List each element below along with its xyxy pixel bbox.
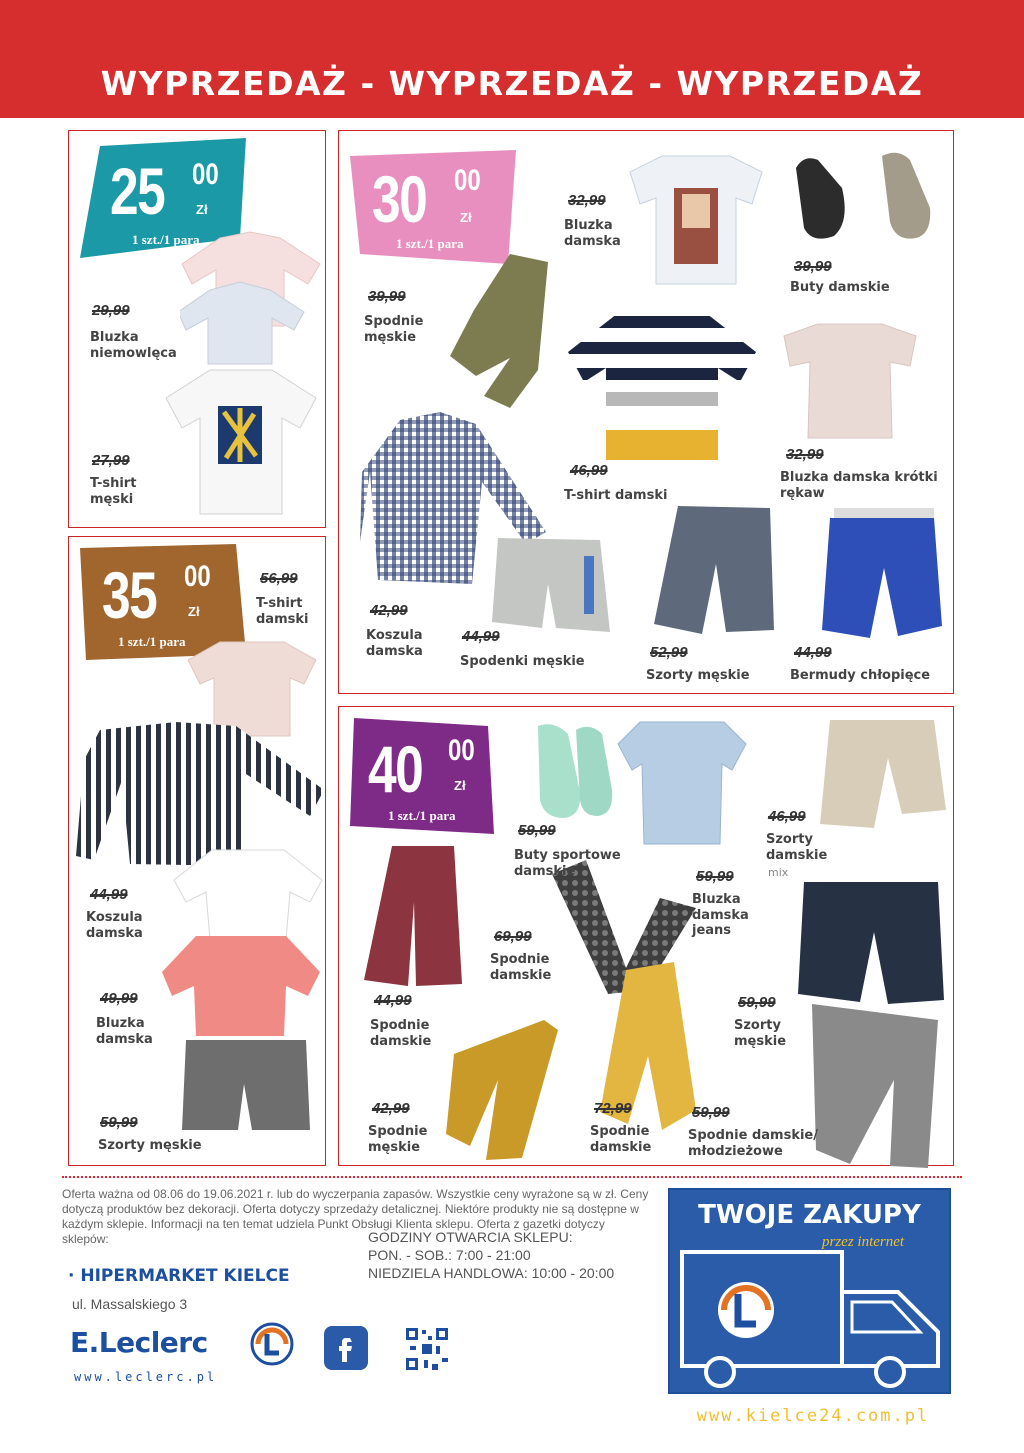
womens-shoes-image [786,148,946,244]
price-sup: 00 [192,158,219,191]
offer-terms: Oferta ważna od 08.06 do 19.06.2021 r. lub do wyczerpania zapasów. Wszystkie ceny wyrażone są w zł. Ceny dotyczą produktów bez dekoracji. Oferta dotyczy sprzedaży detalicznej. Niektóre produkty nie są dostępne w każdym sklepie. Informacji na ten temat udziela Punkt Obsługi Klienta sklepu. Oferta z gazetki dotyczy sklepów: [62,1187,649,1246]
old-price: 32,99 [568,192,606,209]
mens-shorts-navy-image [652,504,776,640]
product-name: Bluzka damska [96,1016,153,1047]
opening-hours [368,1228,614,1282]
product-name: Szorty męskie [98,1138,202,1153]
old-price: 56,99 [260,570,298,587]
price-main: 35 [102,558,157,632]
facebook-icon[interactable] [324,1326,368,1370]
price-unit: Zł [454,778,466,793]
old-price: 39,99 [794,258,832,275]
old-price: 59,99 [696,868,734,885]
old-price: 27,99 [92,452,130,469]
promo-title: TWOJE ZAKUPY [698,1200,921,1230]
product-name: Bluzka damska [564,218,621,249]
product-name: Szorty męskie [734,1018,787,1049]
footer-divider [62,1176,962,1178]
product-name: Spodnie damskie [590,1124,652,1155]
product-name: Szorty damskie [766,832,828,863]
mens-shorts-dark-image [796,880,946,1006]
old-price: 44,99 [374,992,412,1009]
product-name: Buty damskie [790,280,890,295]
womens-shorts-beige-image [818,718,948,830]
price-per: 1 szt./1 para [118,634,186,649]
price-unit: Zł [196,202,208,217]
product-name: Bluzka damska jeans [692,892,749,938]
brand-name: E.Leclerc [70,1326,208,1359]
old-price: 46,99 [570,462,608,479]
product-name: Spodenki męskie [460,654,585,669]
product-name: T-shirt damski [564,488,668,503]
product-name: T-shirt damski [256,596,309,627]
promo-url[interactable]: www.kielce24.com.pl [696,1406,930,1426]
price-badge-40 [350,718,494,834]
old-price: 59,99 [100,1114,138,1131]
old-price: 44,99 [90,886,128,903]
mens-trousers-olive-image [440,250,552,410]
product-name: Spodnie męskie [364,314,424,345]
womens-blouse-short-sleeve-image [782,322,918,440]
grey-mens-shorts-image [180,1038,312,1132]
product-name: Bluzka niemowlęca [90,330,177,361]
price-per: 1 szt./1 para [396,236,464,251]
old-price: 39,99 [368,288,406,305]
price-per: 1 szt./1 para [388,808,456,823]
grey-jeans-image [800,1000,944,1170]
product-name: Spodnie damskie/ młodzieżowe [688,1128,818,1159]
promo-subtitle: przez internet [822,1234,905,1250]
old-price: 29,99 [92,302,130,319]
qr-code-icon[interactable] [404,1326,450,1372]
coral-blouse-image [160,932,322,1040]
price-badge-30 [350,150,516,264]
headline: WYPRZEDAŻ - WYPRZEDAŻ - WYPRZEDAŻ [100,64,924,103]
price-unit: Zł [460,210,472,225]
mens-tshirt-image [164,368,318,516]
hours-title: GODZINY OTWARCIA SKLEPU: [368,1229,573,1245]
product-name: Spodnie męskie [368,1124,428,1155]
old-price: 44,99 [462,628,500,645]
old-price: 46,99 [768,808,806,825]
product-name: Koszula damska [86,910,143,941]
store-name: · HIPERMARKET KIELCE [68,1266,290,1286]
striped-womens-shirt-image [76,720,326,868]
price-unit: Zł [188,604,200,619]
product-name: Spodnie damskie [490,952,552,983]
old-price: 59,99 [518,822,556,839]
price-sup: 00 [454,164,481,197]
product-name: Buty sportowe damskie [514,848,621,879]
price-sup: 00 [184,560,211,593]
old-price: 59,99 [738,994,776,1011]
old-price: 52,99 [650,644,688,661]
hours-week: PON. - SOB.: 7:00 - 21:00 [368,1247,531,1263]
hours-sunday: NIEDZIELA HANDLOWA: 10:00 - 20:00 [368,1265,615,1281]
old-price: 72,99 [594,1100,632,1117]
product-note: mix [768,866,789,879]
old-price: 59,99 [692,1104,730,1121]
old-price: 42,99 [370,602,408,619]
brand-url[interactable]: www.leclerc.pl [74,1370,218,1384]
price-main: 30 [372,162,427,236]
product-name: Szorty męskie [646,668,750,683]
price-main: 40 [368,732,423,806]
product-name: Bermudy chłopięce [790,668,931,683]
old-price: 44,99 [794,644,832,661]
product-name: T-shirt męski [90,476,137,507]
jeans-blouse-image [616,716,748,846]
delivery-truck-icon [676,1248,946,1390]
old-price: 42,99 [372,1100,410,1117]
price-per: 1 szt./1 para [132,232,200,247]
sport-shoes-image [524,720,616,822]
product-name: Bluzka damska krótki rękaw [780,470,938,501]
product-name: Spodnie damskie [370,1018,432,1049]
mens-sweat-shorts-image [490,536,612,634]
old-price: 49,99 [100,990,138,1007]
baby-blouse-image [180,228,326,366]
old-price: 69,99 [494,928,532,945]
boys-bermuda-image [800,506,944,642]
product-name: Koszula damska [366,628,423,659]
store-address: ul. Massalskiego 3 [72,1296,188,1312]
womens-blouse-print-image [628,148,764,288]
price-sup: 00 [448,734,475,767]
white-shirt-image [172,848,324,942]
striped-tshirt-image [566,302,758,464]
old-price: 32,99 [786,446,824,463]
price-main: 25 [110,154,165,228]
leclerc-logo-icon [250,1322,294,1366]
